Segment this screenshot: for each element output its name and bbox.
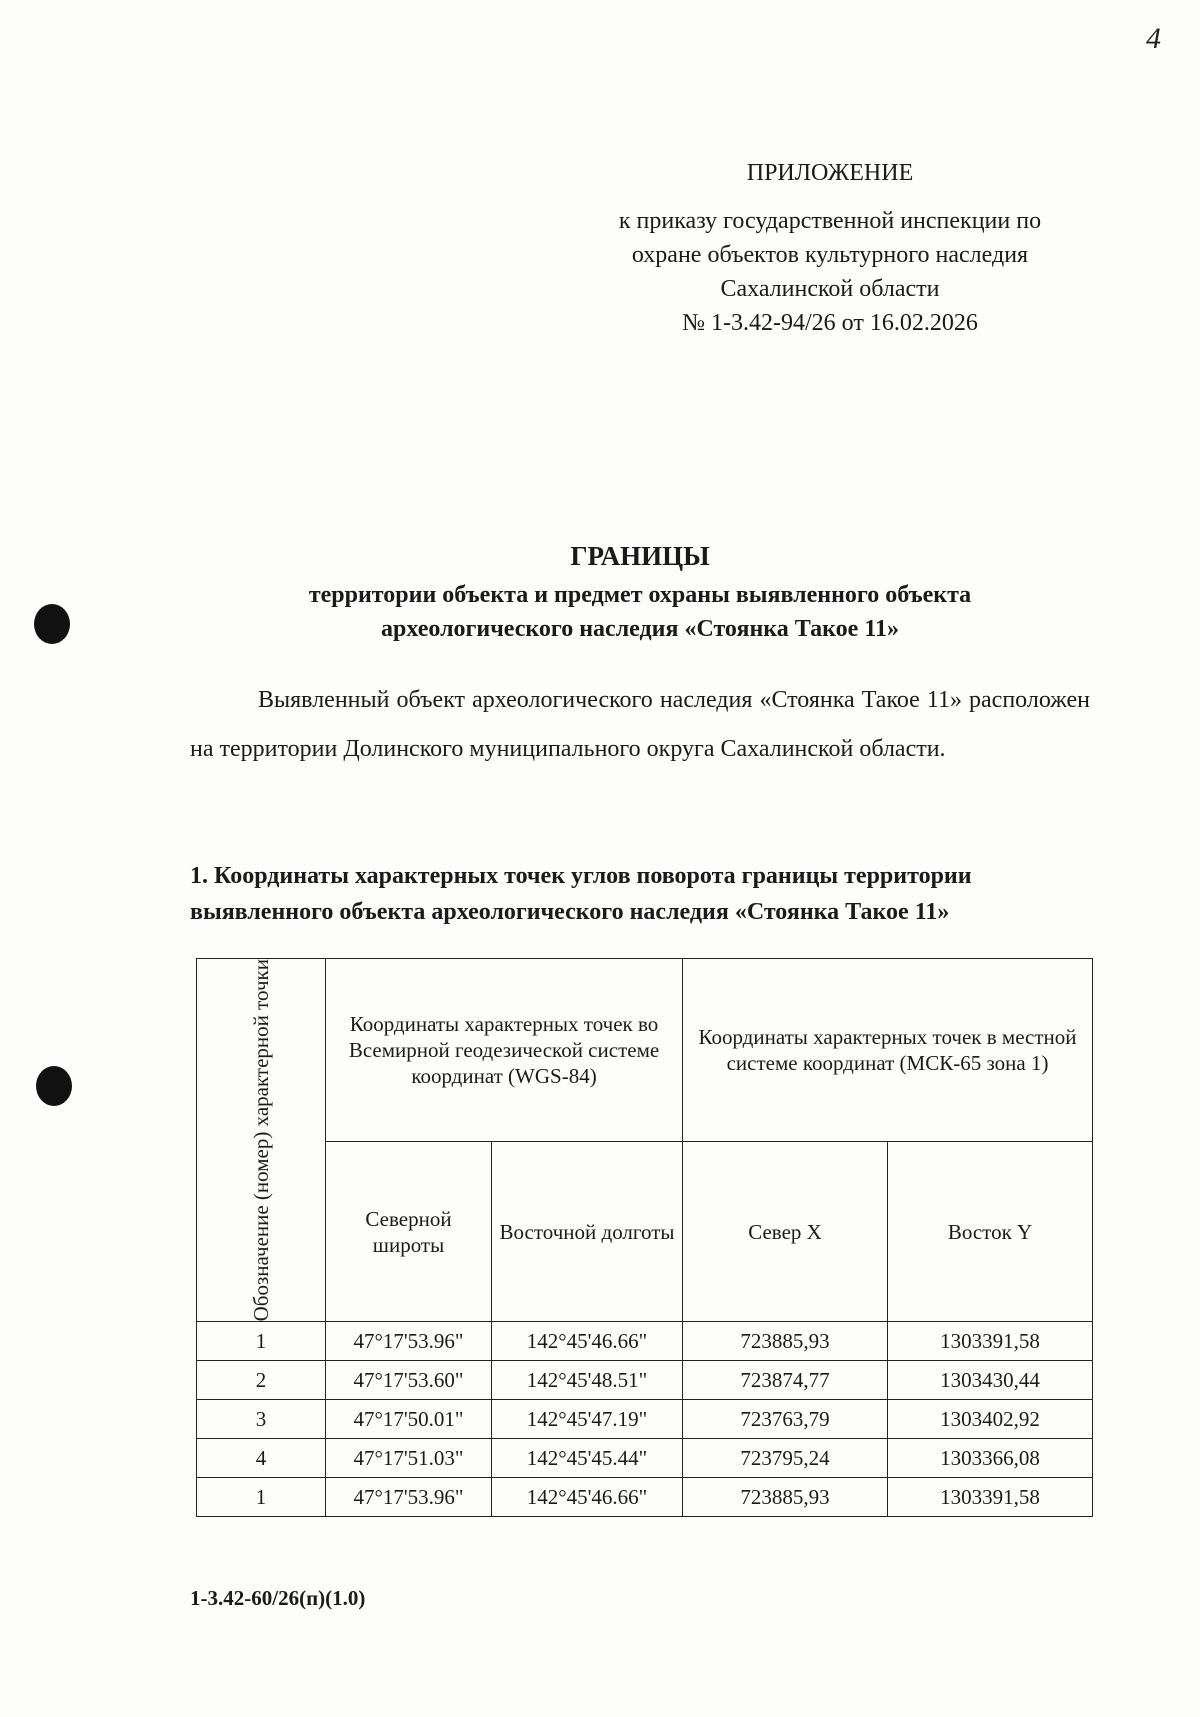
cell-point: 2 <box>197 1361 326 1400</box>
header-north-x: Север X <box>683 1142 888 1322</box>
cell-lat: 47°17'53.96" <box>326 1322 492 1361</box>
cell-y: 1303366,08 <box>888 1439 1093 1478</box>
appendix-line: Сахалинской области <box>720 276 940 302</box>
cell-lon: 142°45'46.66" <box>492 1478 683 1517</box>
cell-lon: 142°45'47.19" <box>492 1400 683 1439</box>
title-subline: археологического наследия «Стоянка Такое 11» <box>380 616 899 642</box>
header-msk65: Координаты характерных точек в местной системе координат (МСК-65 зона 1) <box>683 959 1093 1142</box>
cell-x: 723885,93 <box>683 1322 888 1361</box>
table-row <box>197 1478 1093 1517</box>
cell-lat: 47°17'53.96" <box>326 1478 492 1517</box>
cell-lon: 142°45'45.44" <box>492 1439 683 1478</box>
punch-hole-icon <box>34 604 70 644</box>
appendix-order-number: № 1-3.42-94/26 от 16.02.2026 <box>682 310 978 336</box>
appendix-header <box>560 156 1100 340</box>
appendix-line: к приказу государственной инспекции по <box>618 208 1042 234</box>
cell-lat: 47°17'50.01" <box>326 1400 492 1439</box>
appendix-line: охране объектов культурного наследия <box>631 242 1029 268</box>
table-row <box>197 1400 1093 1439</box>
cell-lon: 142°45'46.66" <box>492 1322 683 1361</box>
section-title: 1. Координаты характерных точек углов поворота границы территории выявленного объекта археологического наследия «Стоянка Такое 11» <box>190 863 972 925</box>
cell-lat: 47°17'53.60" <box>326 1361 492 1400</box>
cell-point: 1 <box>197 1478 326 1517</box>
header-east-y: Восток Y <box>888 1142 1093 1322</box>
punch-hole-icon <box>36 1066 72 1106</box>
cell-point: 1 <box>197 1322 326 1361</box>
cell-x: 723885,93 <box>683 1478 888 1517</box>
cell-x: 723874,77 <box>683 1361 888 1400</box>
cell-y: 1303391,58 <box>888 1478 1093 1517</box>
cell-y: 1303391,58 <box>888 1322 1093 1361</box>
coordinates-table <box>196 958 1093 1517</box>
document-code: 1-3.42-60/26(п)(1.0) <box>190 1586 366 1610</box>
cell-y: 1303430,44 <box>888 1361 1093 1400</box>
table-subheader-row <box>197 1142 1093 1322</box>
cell-y: 1303402,92 <box>888 1400 1093 1439</box>
header-wgs84: Координаты характерных точек во Всемирной геодезической системе координат (WGS-84) <box>326 959 683 1142</box>
cell-lon: 142°45'48.51" <box>492 1361 683 1400</box>
title-subline: территории объекта и предмет охраны выявленного объекта <box>308 582 972 608</box>
header-point-id-label: Обозначение (номер) характерной точки <box>249 959 273 1322</box>
header-east-longitude: Восточной долготы <box>492 1142 683 1322</box>
appendix-heading: ПРИЛОЖЕНИЕ <box>746 160 914 186</box>
handwritten-page-number: 4 <box>1146 22 1161 55</box>
cell-point: 3 <box>197 1400 326 1439</box>
intro-paragraph: Выявленный объект археологического наследия «Стоянка Такое 11» расположен на территории Долинского муниципального округа Сахалинской области. <box>190 687 1090 762</box>
header-north-latitude: Северной широты <box>326 1142 492 1322</box>
document-title <box>190 538 1090 646</box>
table-row <box>197 1361 1093 1400</box>
cell-lat: 47°17'51.03" <box>326 1439 492 1478</box>
title-main: ГРАНИЦЫ <box>570 541 710 571</box>
table-row <box>197 1322 1093 1361</box>
table-row <box>197 1439 1093 1478</box>
cell-x: 723795,24 <box>683 1439 888 1478</box>
cell-x: 723763,79 <box>683 1400 888 1439</box>
header-point-id <box>197 959 326 1322</box>
cell-point: 4 <box>197 1439 326 1478</box>
table-header-row <box>197 959 1093 1142</box>
